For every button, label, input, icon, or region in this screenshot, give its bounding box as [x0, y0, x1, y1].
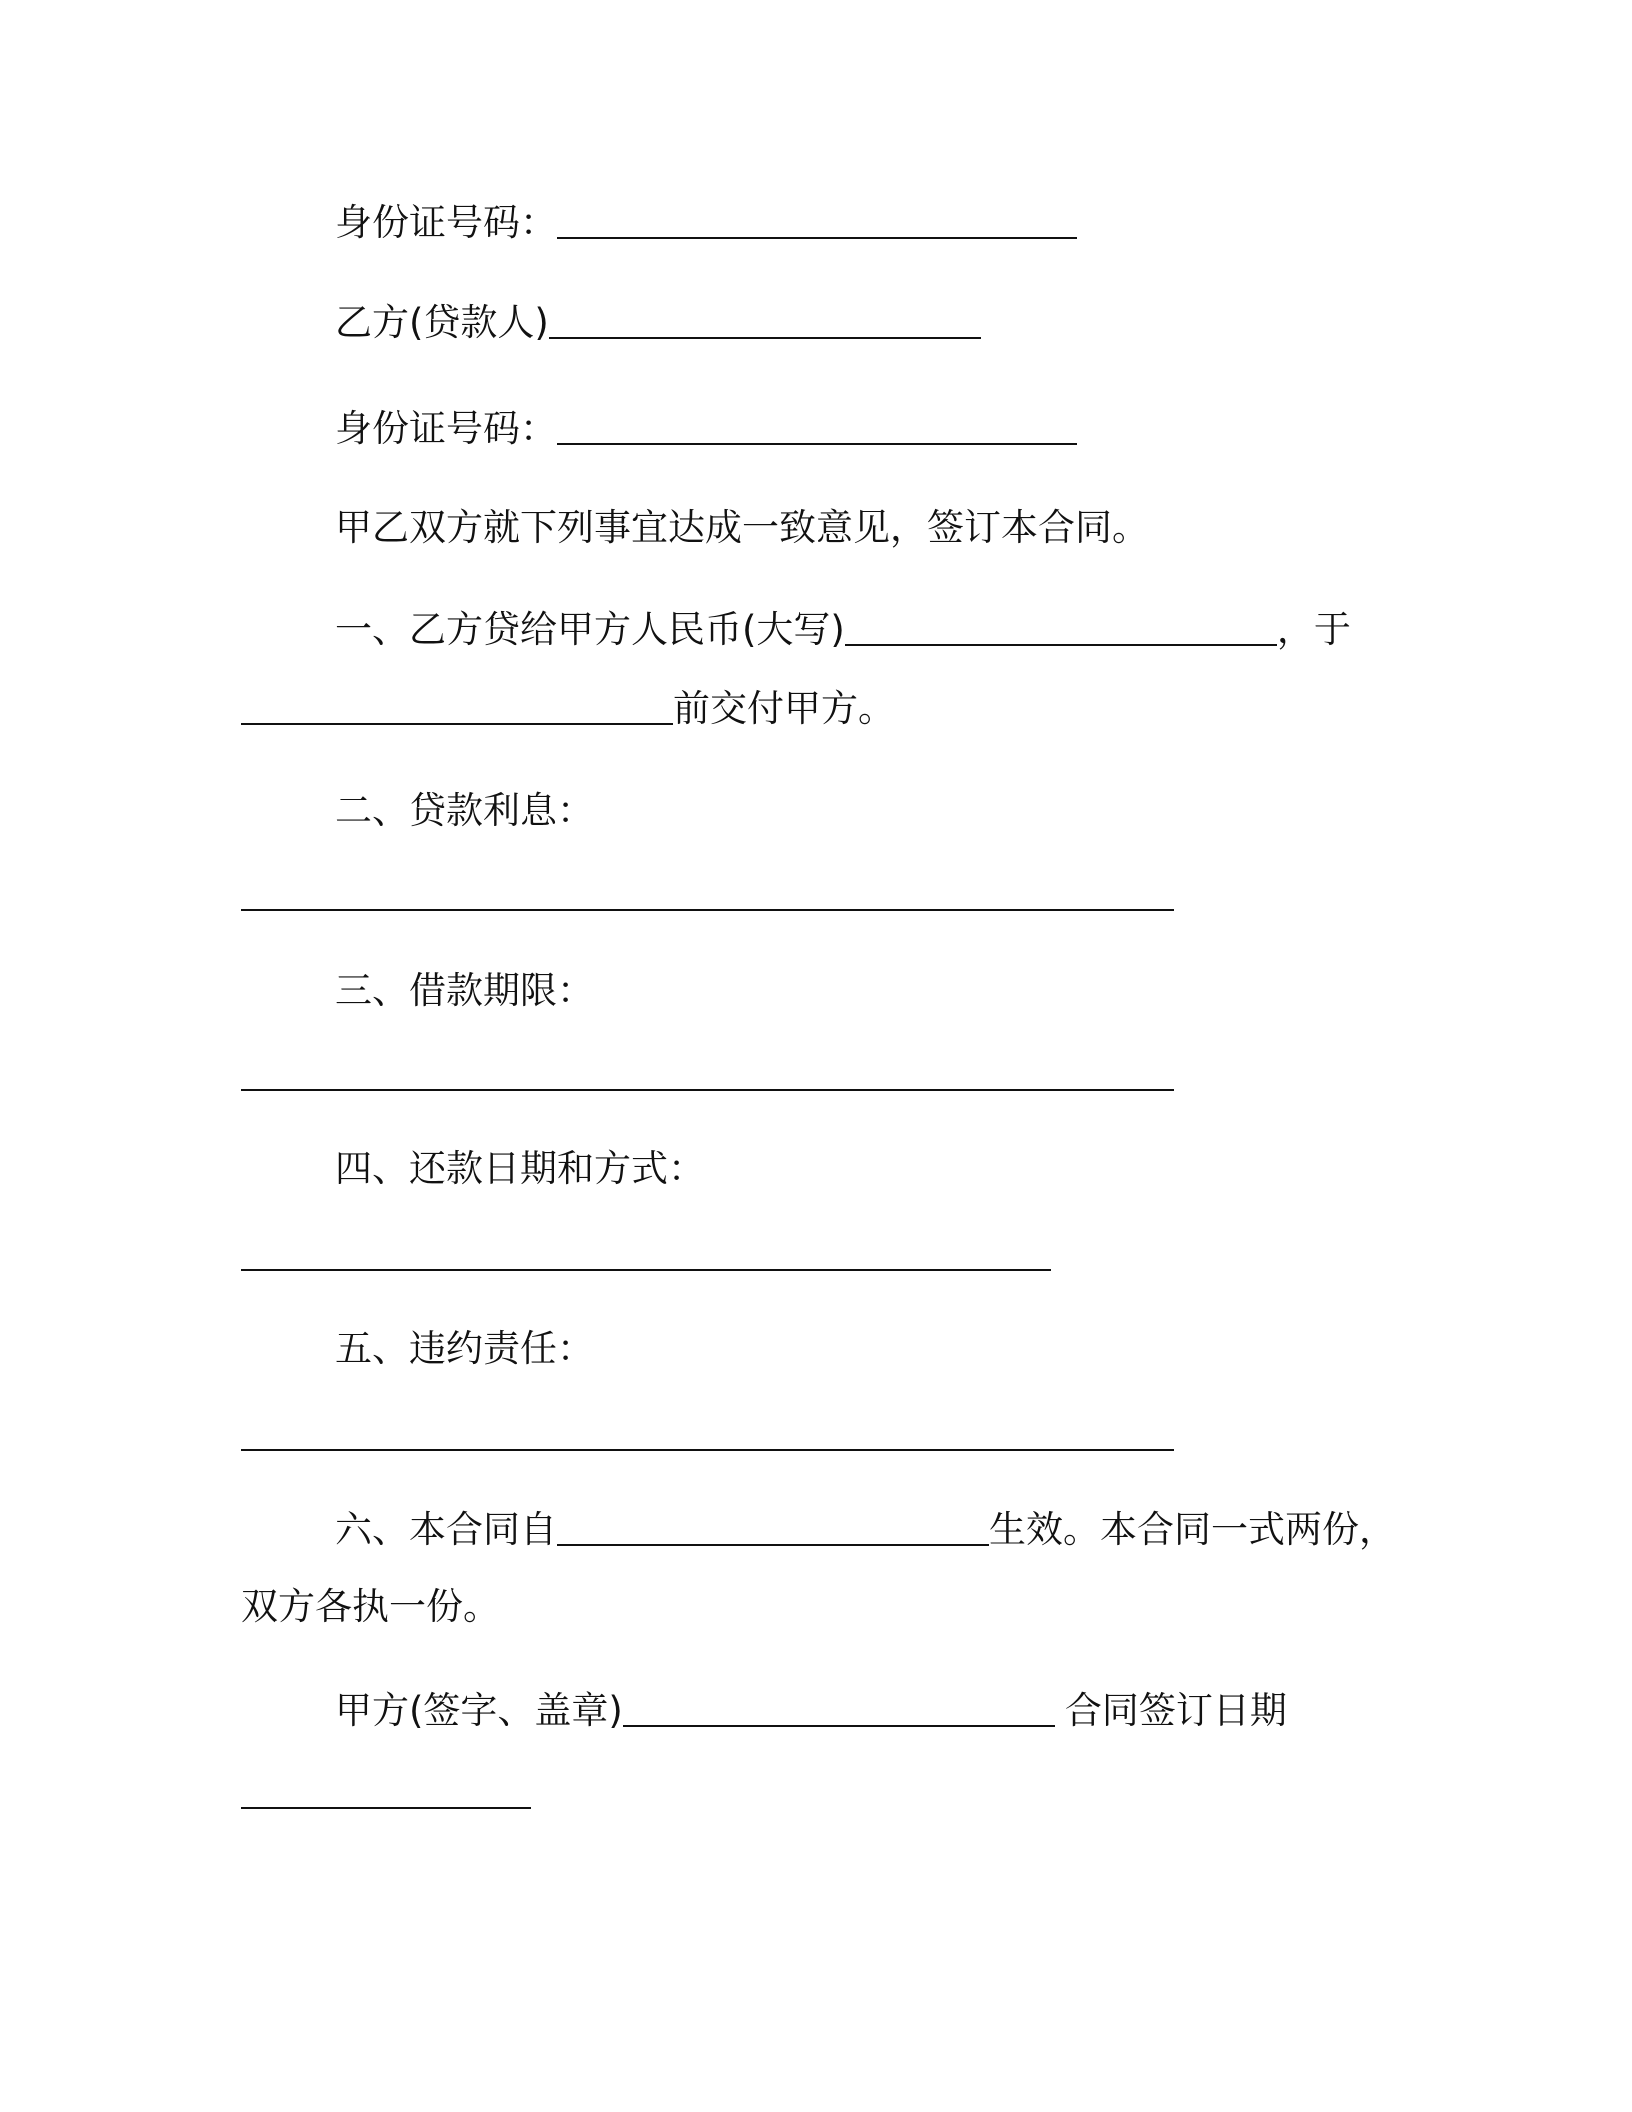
clause-6-line [335, 1505, 1396, 1555]
clause-1-continuation [241, 684, 895, 734]
clause-2-heading: 二、贷款利息： [335, 789, 594, 832]
loan-term-blank[interactable] [241, 1055, 1174, 1091]
repayment-blank[interactable] [241, 1235, 1051, 1271]
id-number-label: 身份证号码： [335, 407, 557, 450]
loan-interest-blank[interactable] [241, 875, 1174, 911]
clause-3-blank-line [241, 1050, 1174, 1100]
clause-6-suffix: 生效。本合同一式两份， [989, 1508, 1396, 1551]
breach-liability-blank[interactable] [241, 1415, 1174, 1451]
id-number-label: 身份证号码： [335, 201, 557, 244]
delivery-date-blank[interactable] [241, 689, 673, 725]
party-b-line [335, 298, 981, 348]
loan-amount-blank[interactable] [845, 610, 1277, 646]
clause-1-suffix: ，于 [1276, 608, 1351, 651]
signature-line [335, 1686, 1287, 1736]
signature-label: 甲方(签字、盖章) [335, 1689, 623, 1732]
effective-date-blank[interactable] [557, 1510, 989, 1546]
party-b-id-line [335, 404, 1077, 454]
clause-5-heading: 五、违约责任： [335, 1327, 594, 1370]
clause-2-blank-line [241, 870, 1174, 920]
signature-blank[interactable] [623, 1691, 1055, 1727]
clause-1-line [335, 605, 1351, 655]
clause-5-blank-line [241, 1410, 1174, 1460]
clause-4-heading: 四、还款日期和方式： [335, 1147, 705, 1190]
clause-6-continuation: 双方各执一份。 [241, 1585, 500, 1628]
clause-4-blank-line [241, 1230, 1051, 1280]
sign-date-label: 合同签订日期 [1064, 1689, 1287, 1732]
sign-date-blank[interactable] [241, 1773, 531, 1809]
party-a-id-line [335, 198, 1077, 248]
clause-1-cont-suffix: 前交付甲方。 [673, 687, 895, 730]
party-a-id-blank[interactable] [557, 203, 1077, 239]
agreement-intro: 甲乙双方就下列事宜达成一致意见，签订本合同。 [335, 506, 1149, 549]
clause-3-heading: 三、借款期限： [335, 969, 594, 1012]
sign-date-blank-line [241, 1768, 531, 1818]
clause-6-prefix: 六、本合同自 [335, 1508, 557, 1551]
clause-1-prefix: 一、乙方贷给甲方人民币(大写) [335, 608, 845, 651]
party-b-id-blank[interactable] [557, 409, 1077, 445]
party-b-name-blank[interactable] [549, 303, 981, 339]
party-b-label: 乙方(贷款人) [335, 301, 549, 344]
